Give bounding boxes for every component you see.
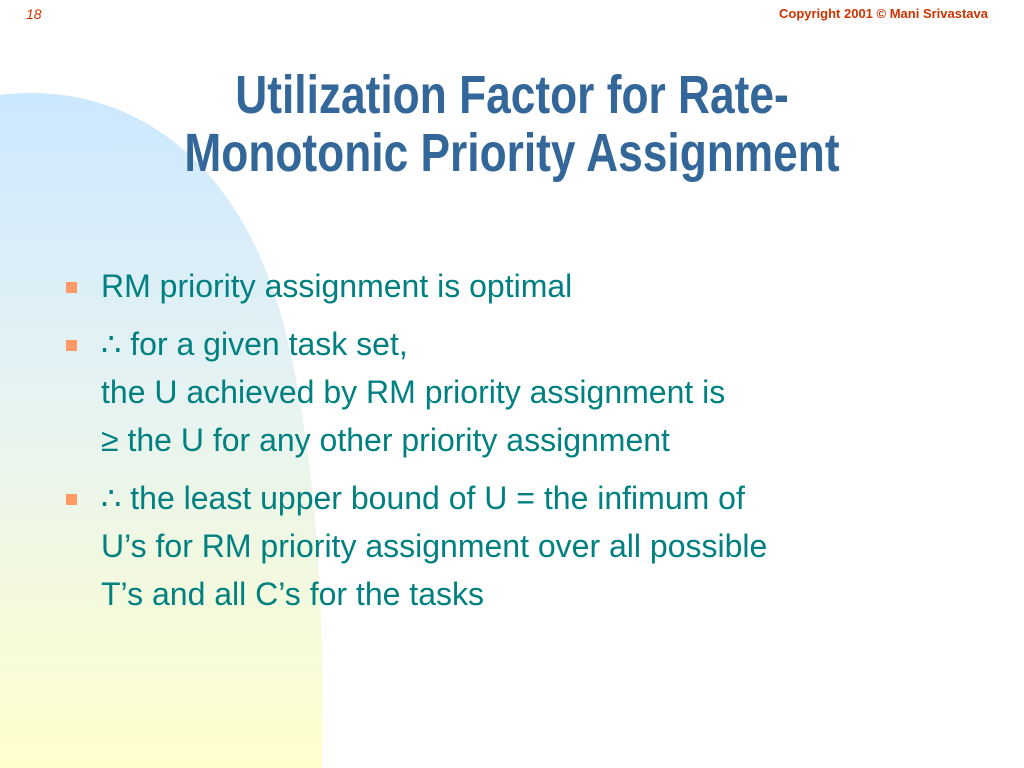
bullet-text-line: U’s for RM priority assignment over all possible (101, 528, 768, 564)
bullet-text-line: the U achieved by RM priority assignment is (101, 374, 726, 410)
slide-title-line-2: Monotonic Priority Assignment (184, 123, 840, 183)
bullet-item (60, 474, 960, 618)
bullet-text-line: ≥ the U for any other priority assignment (101, 422, 670, 458)
copyright-notice: Copyright 2001 © Mani Srivastava (779, 6, 988, 21)
bullet-list (60, 262, 960, 628)
bullet-item (60, 320, 960, 464)
bullet-text-line: ∴ the least upper bound of U = the infimum of (101, 480, 745, 516)
bullet-text-line: T’s and all C’s for the tasks (101, 576, 484, 612)
bullet-text-line: RM priority assignment is optimal (101, 268, 573, 304)
bullet-text-line: ∴ for a given task set, (101, 326, 408, 362)
square-bullet-icon (66, 494, 77, 505)
bullet-item (60, 262, 960, 310)
square-bullet-icon (66, 282, 77, 293)
slide-title-line-1: Utilization Factor for Rate- (235, 65, 789, 125)
square-bullet-icon (66, 340, 77, 351)
slide-title (125, 66, 899, 182)
page-number: 18 (26, 6, 42, 22)
